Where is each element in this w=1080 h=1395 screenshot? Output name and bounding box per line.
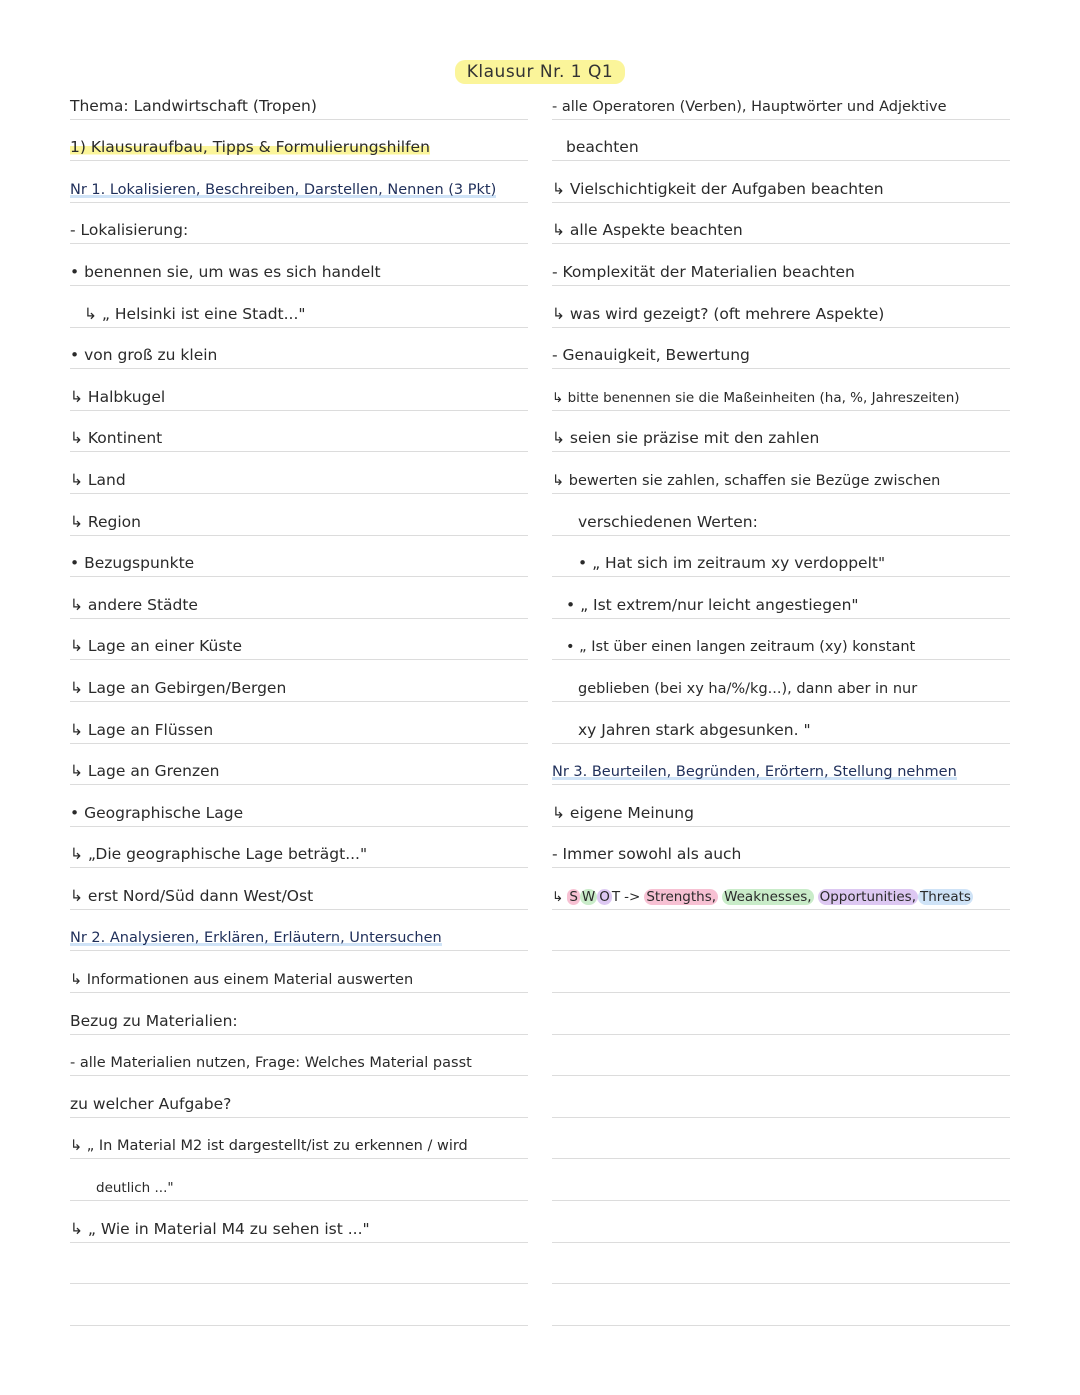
swot-arrow: -> — [624, 888, 641, 905]
note-line-empty — [552, 910, 1010, 952]
note-line: ↳ Lage an Gebirgen/Bergen — [70, 660, 528, 702]
swot-line — [552, 868, 1010, 910]
note-line-heading: 1) Klausuraufbau, Tipps & Formulierungshilfen — [70, 120, 528, 162]
note-line: beachten — [552, 120, 1010, 162]
note-line: ↳ Lage an einer Küste — [70, 619, 528, 661]
note-line: - Komplexität der Materialien beachten — [552, 244, 1010, 286]
note-line-section: Nr 1. Lokalisieren, Beschreiben, Darstellen, Nennen (3 Pkt) — [70, 161, 528, 203]
note-line: xy Jahren stark abgesunken. " — [552, 702, 1010, 744]
note-line: ↳ was wird gezeigt? (oft mehrere Aspekte) — [552, 286, 1010, 328]
note-line-empty — [552, 1201, 1010, 1243]
note-line-empty — [552, 1118, 1010, 1160]
note-line: ↳ „ Helsinki ist eine Stadt..." — [70, 286, 528, 328]
note-line: • von groß zu klein — [70, 328, 528, 370]
note-line: ↳ bitte benennen sie die Maßeinheiten (ha, %, Jahreszeiten) — [552, 369, 1010, 411]
swot-s: S — [569, 888, 578, 905]
note-line: ↳ erst Nord/Süd dann West/Ost — [70, 868, 528, 910]
note-line: ↳ eigene Meinung — [552, 785, 1010, 827]
note-line: ↳ „ Wie in Material M4 zu sehen ist ..." — [70, 1201, 528, 1243]
note-line: ↳ Lage an Flüssen — [70, 702, 528, 744]
note-line: Bezug zu Materialien: — [70, 993, 528, 1035]
note-line: • „ Ist extrem/nur leicht angestiegen" — [552, 577, 1010, 619]
note-line: • „ Ist über einen langen zeitraum (xy) konstant — [552, 619, 1010, 661]
left-column — [70, 78, 528, 1326]
note-line: ↳ Informationen aus einem Material auswerten — [70, 951, 528, 993]
note-line: geblieben (bei xy ha/%/kg...), dann aber in nur — [552, 660, 1010, 702]
note-line: - Immer sowohl als auch — [552, 827, 1010, 869]
note-line-empty — [70, 1284, 528, 1326]
note-line: ↳ seien sie präzise mit den zahlen — [552, 411, 1010, 453]
note-line: • „ Hat sich im zeitraum xy verdoppelt" — [552, 536, 1010, 578]
note-line: • Geographische Lage — [70, 785, 528, 827]
swot-opportunities: Opportunities, — [819, 888, 916, 905]
note-line: ↳ Lage an Grenzen — [70, 744, 528, 786]
note-line: - alle Operatoren (Verben), Hauptwörter und Adjektive — [552, 78, 1010, 120]
note-line: verschiedenen Werten: — [552, 494, 1010, 536]
note-line-empty — [70, 1243, 528, 1285]
note-line: ↳ bewerten sie zahlen, schaffen sie Bezüge zwischen — [552, 452, 1010, 494]
note-line: ↳ „ In Material M2 ist dargestellt/ist zu erkennen / wird — [70, 1118, 528, 1160]
note-line: • benennen sie, um was es sich handelt — [70, 244, 528, 286]
note-line: ↳ Region — [70, 494, 528, 536]
note-line: ↳ Kontinent — [70, 411, 528, 453]
note-line: ↳ alle Aspekte beachten — [552, 203, 1010, 245]
note-line-section: Nr 2. Analysieren, Erklären, Erläutern, Untersuchen — [70, 910, 528, 952]
note-line: • Bezugspunkte — [70, 536, 528, 578]
note-line: - Genauigkeit, Bewertung — [552, 328, 1010, 370]
note-line-empty — [552, 1243, 1010, 1285]
arrow-icon: ↳ — [552, 888, 564, 905]
note-line-empty — [552, 1076, 1010, 1118]
note-line: ↳ „Die geographische Lage beträgt..." — [70, 827, 528, 869]
swot-weaknesses: Weaknesses, — [724, 888, 812, 905]
right-column — [552, 78, 1010, 1326]
page-title: Klausur Nr. 1 Q1 — [455, 60, 625, 84]
note-line: deutlich ..." — [70, 1159, 528, 1201]
note-line: Thema: Landwirtschaft (Tropen) — [70, 78, 528, 120]
note-line: ↳ Vielschichtigkeit der Aufgaben beachten — [552, 161, 1010, 203]
swot-threats: Threats — [919, 888, 971, 905]
note-line-empty — [552, 951, 1010, 993]
swot-strengths: Strengths, — [646, 888, 717, 905]
note-line: - alle Materialien nutzen, Frage: Welches Material passt — [70, 1035, 528, 1077]
note-line: ↳ Land — [70, 452, 528, 494]
note-line-section: Nr 3. Beurteilen, Begründen, Erörtern, Stellung nehmen — [552, 744, 1010, 786]
note-line-empty — [552, 993, 1010, 1035]
note-line: - Lokalisierung: — [70, 203, 528, 245]
note-line-empty — [552, 1284, 1010, 1326]
note-line: ↳ andere Städte — [70, 577, 528, 619]
swot-t: T — [611, 888, 621, 905]
note-line-empty — [552, 1035, 1010, 1077]
note-line: ↳ Halbkugel — [70, 369, 528, 411]
note-line-empty — [552, 1159, 1010, 1201]
swot-o: O — [599, 888, 610, 905]
swot-w: W — [581, 888, 596, 905]
note-line: zu welcher Aufgabe? — [70, 1076, 528, 1118]
